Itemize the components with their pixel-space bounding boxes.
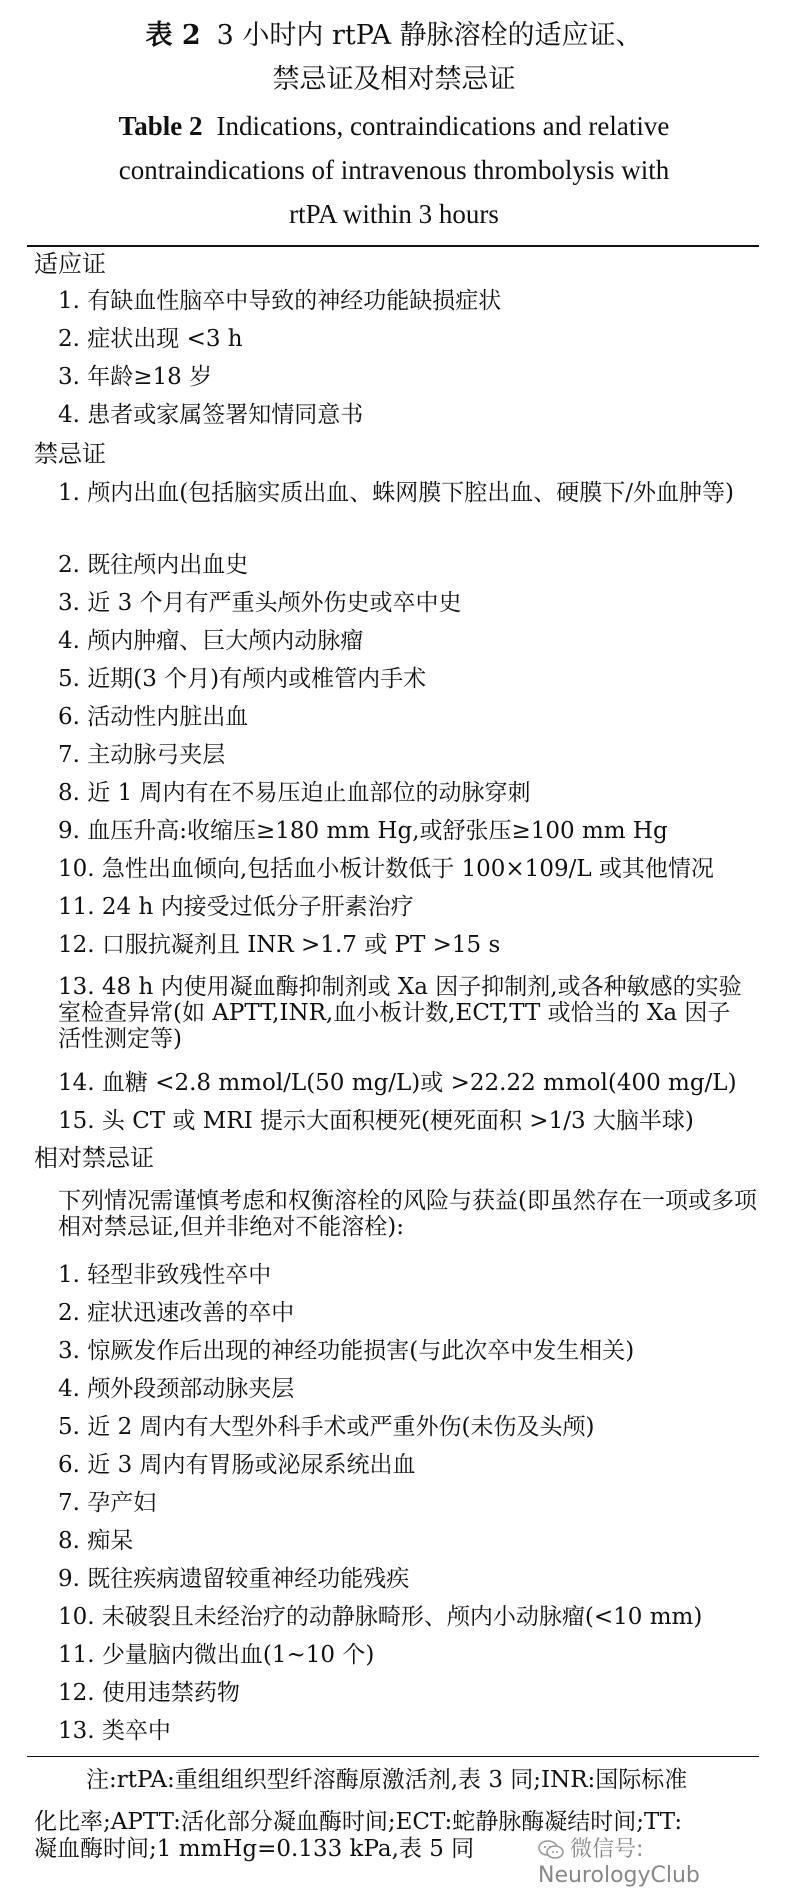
list-item: 1. 颅内出血(包括脑实质出血、蛛网膜下腔出血、硬膜下/外血肿等) <box>58 480 734 506</box>
list-item: 12. 口服抗凝剂且 INR >1.7 或 PT >15 s <box>58 932 501 958</box>
list-item: 1. 有缺血性脑卒中导致的神经功能缺损症状 <box>58 288 502 314</box>
list-item: 7. 孕产妇 <box>58 1490 157 1516</box>
list-item: 5. 近期(3 个月)有颅内或椎管内手术 <box>58 666 427 692</box>
title-en-line1 <box>0 104 788 148</box>
list-item: 11. 少量脑内微出血(1~10 个) <box>58 1642 375 1668</box>
list-item: 10. 未破裂且未经治疗的动静脉畸形、颅内小动脉瘤(<10 mm) <box>58 1604 703 1630</box>
watermark <box>538 1832 788 1888</box>
table-note-line1: 注:rtPA:重组组织型纤溶酶原激活剂,表 3 同;INR:国际标准 <box>86 1767 688 1793</box>
wechat-icon <box>538 1840 564 1860</box>
title-zh-text1: 3 小时内 rtPA 静脉溶栓的适应证、 <box>216 20 643 51</box>
table-note-line3: 凝血酶时间;1 mmHg=0.133 kPa,表 5 同 <box>34 1836 475 1862</box>
title-en-line3: rtPA within 3 hours <box>289 199 499 229</box>
list-item: 7. 主动脉弓夹层 <box>58 742 226 768</box>
list-item: 2. 既往颅内出血史 <box>58 552 249 578</box>
list-item: 2. 症状迅速改善的卒中 <box>58 1300 295 1326</box>
list-item: 13. 类卒中 <box>58 1718 171 1744</box>
table-label-en: Table 2 <box>118 111 203 141</box>
watermark-text: 微信号: NeurologyClub <box>538 1837 700 1888</box>
relative-intro: 下列情况需谨慎考虑和权衡溶栓的风险与获益(即虽然存在一项或多项相对禁忌证,但并非绝对不能溶栓): <box>58 1188 757 1240</box>
list-item: 3. 近 3 个月有严重头颅外伤史或卒中史 <box>58 590 462 616</box>
title-zh-line2: 禁忌证及相对禁忌证 <box>272 64 516 95</box>
section-contraindications-heading: 禁忌证 <box>34 440 106 468</box>
list-item: 9. 血压升高:收缩压≥180 mm Hg,或舒张压≥100 mm Hg <box>58 818 668 844</box>
title-zh-line1 <box>0 14 788 58</box>
list-item: 8. 痴呆 <box>58 1528 134 1554</box>
list-item: 10. 急性出血倾向,包括血小板计数低于 100×109/L 或其他情况 <box>58 856 714 882</box>
top-rule <box>27 245 759 247</box>
title-en-text1: Indications, contraindications and relative <box>216 111 670 141</box>
section-indications-heading: 适应证 <box>34 250 106 278</box>
list-item: 15. 头 CT 或 MRI 提示大面积梗死(梗死面积 >1/3 大脑半球) <box>58 1108 694 1134</box>
list-item: 13. 48 h 内使用凝血酶抑制剂或 Xa 因子抑制剂,或各种敏感的实验室检查异常(如 APTT,INR,血小板计数,ECT,TT 或恰当的 Xa 因子活性测定等) <box>58 974 742 1052</box>
list-item: 6. 活动性内脏出血 <box>58 704 249 730</box>
list-item: 14. 血糖 <2.8 mmol/L(50 mg/L)或 >22.22 mmol(400 mg/L) <box>58 1070 737 1096</box>
section-relative-heading: 相对禁忌证 <box>34 1144 154 1172</box>
list-item: 11. 24 h 内接受过低分子肝素治疗 <box>58 894 414 920</box>
list-item: 3. 年龄≥18 岁 <box>58 364 213 390</box>
list-item: 5. 近 2 周内有大型外科手术或严重外伤(未伤及头颅) <box>58 1414 595 1440</box>
list-item: 4. 颅外段颈部动脉夹层 <box>58 1376 295 1402</box>
title-en-line2: contraindications of intravenous thrombolysis with <box>118 155 670 185</box>
list-item: 9. 既往疾病遗留较重神经功能残疾 <box>58 1566 410 1592</box>
list-item: 2. 症状出现 <3 h <box>58 326 243 352</box>
list-item: 4. 患者或家属签署知情同意书 <box>58 402 364 428</box>
list-item: 8. 近 1 周内有在不易压迫止血部位的动脉穿刺 <box>58 780 531 806</box>
list-item: 4. 颅内肿瘤、巨大颅内动脉瘤 <box>58 628 364 654</box>
list-item: 1. 轻型非致残性卒中 <box>58 1262 272 1288</box>
table-note-line2: 化比率;APTT:活化部分凝血酶时间;ECT:蛇静脉酶凝结时间;TT: <box>34 1809 683 1835</box>
list-item: 3. 惊厥发作后出现的神经功能损害(与此次卒中发生相关) <box>58 1338 635 1364</box>
bottom-rule <box>27 1756 759 1757</box>
table-label-zh: 表 2 <box>145 20 201 51</box>
list-item: 6. 近 3 周内有胃肠或泌尿系统出血 <box>58 1452 416 1478</box>
list-item: 12. 使用违禁药物 <box>58 1680 240 1706</box>
